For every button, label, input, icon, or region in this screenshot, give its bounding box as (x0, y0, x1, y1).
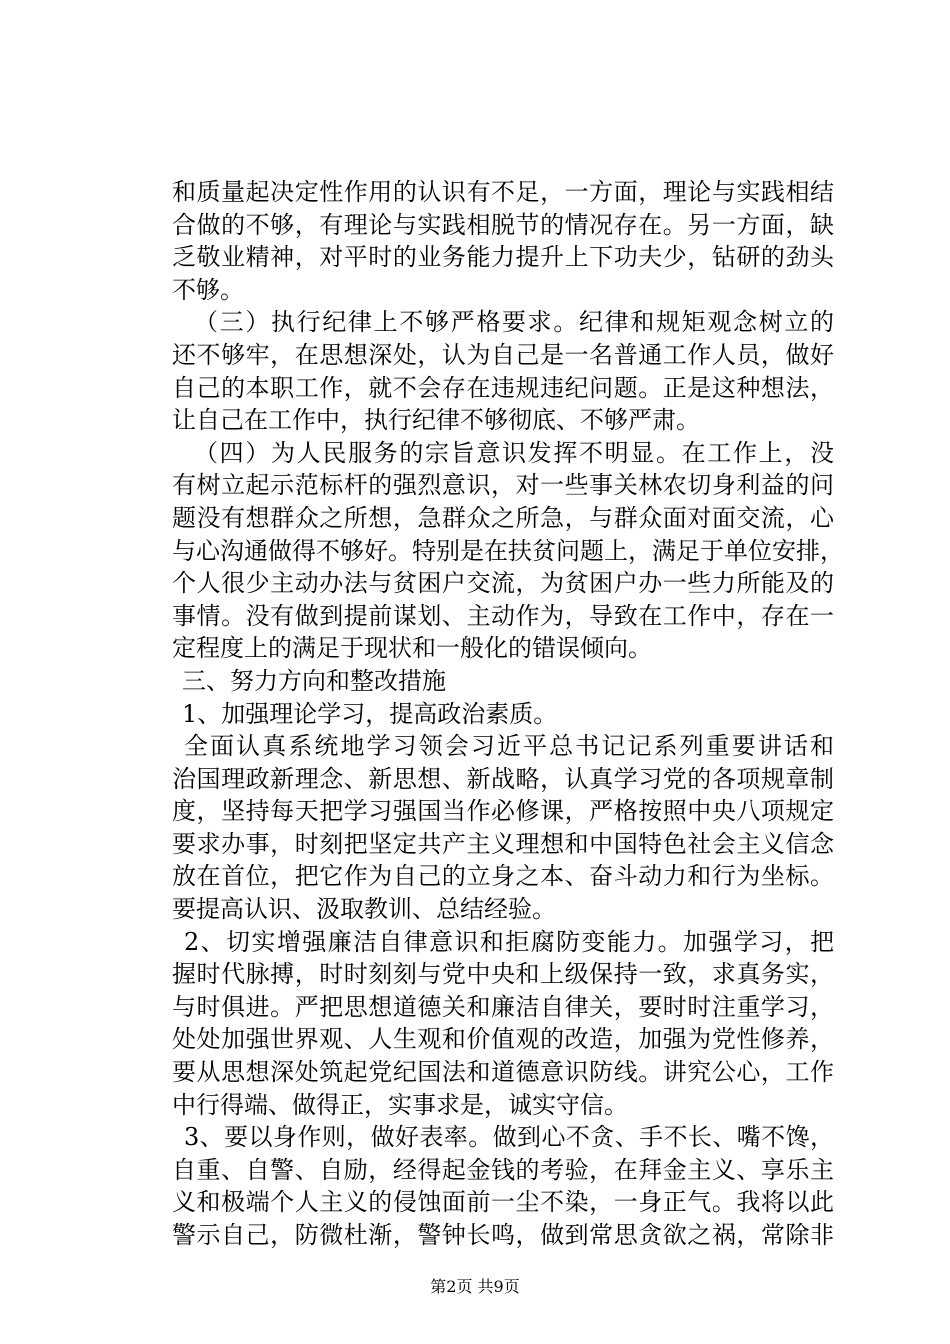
text-line: 处处加强世界观、人生观和价值观的改造，加强为党性修养， (172, 1025, 834, 1054)
text-line: 不够。 (172, 275, 244, 304)
text-line: 还不够牢，在思想深处，认为自己是一名普通工作人员，做好 (172, 340, 834, 369)
text-line: 与时俱进。严把思想道德关和廉洁自律关，要时时注重学习， (172, 992, 834, 1021)
text-line: 警示自己，防微杜渐，警钟长鸣，做到常思贪欲之祸，常除非 (172, 1221, 834, 1249)
text-line: 全面认真系统地学习领会习近平总书记记系列重要讲话和 (184, 732, 834, 761)
text-line: 乏敬业精神，对平时的业务能力提升上下功夫少，钻研的劲头 (172, 243, 834, 272)
section-heading-4: （四）为人民服务的宗旨意识发挥不明显。在工作上，没 (194, 438, 834, 467)
text-line: 中行得端、做得正，实事求是，诚实守信。 (172, 1090, 628, 1119)
section-heading-3: （三）执行纪律上不够严格要求。纪律和规矩观念树立的 (194, 308, 834, 337)
text-line: 要求办事，时刻把坚定共产主义理想和中国特色社会主义信念 (172, 829, 834, 858)
text-line: 定程度上的满足于现状和一般化的错误倾向。 (172, 634, 652, 663)
text-line: 合做的不够，有理论与实践相脱节的情况存在。另一方面，缺 (172, 210, 834, 239)
text-line: 自己的本职工作，就不会存在违规违纪问题。正是这种想法， (172, 373, 834, 402)
document-body (172, 176, 844, 1252)
page-number-label: 第2页 共9页 (430, 1277, 520, 1296)
text-line: 个人很少主动办法与贫困户交流，为贫困户办一些力所能及的 (172, 569, 834, 598)
page-footer (0, 1277, 950, 1297)
text-line: 和质量起决定性作用的认识有不足，一方面，理论与实践相结 (172, 178, 834, 206)
text-line: 事情。没有做到提前谋划、主动作为，导致在工作中，存在一 (172, 601, 834, 630)
subsection-title-1: 1、加强理论学习，提高政治素质。 (182, 699, 558, 728)
text-line: 要提高认识、汲取教训、总结经验。 (172, 895, 556, 924)
text-line: 有树立起示范标杆的强烈意识，对一些事关林农切身利益的问 (172, 471, 834, 500)
text-line: 要从思想深处筑起党纪国法和道德意识防线。讲究公心，工作 (172, 1058, 834, 1087)
text-line: 让自己在工作中，执行纪律不够彻底、不够严肃。 (172, 406, 700, 435)
text-line: 治国理政新理念、新思想、新战略，认真学习党的各项规章制 (172, 764, 834, 793)
text-line: 自重、自警、自励，经得起金钱的考验，在拜金主义、享乐主 (172, 1155, 834, 1184)
section-title: 三、努力方向和整改措施 (182, 666, 446, 695)
text-line: 放在首位，把它作为自己的立身之本、奋斗动力和行为坐标。 (172, 862, 834, 891)
subsection-title-2: 2、切实增强廉洁自律意识和拒腐防变能力。加强学习，把 (184, 927, 834, 956)
text-line: 与心沟通做得不够好。特别是在扶贫问题上，满足于单位安排， (172, 536, 844, 565)
subsection-title-3: 3、要以身作则，做好表率。做到心不贪、手不长、嘴不馋， (184, 1123, 834, 1152)
text-line: 义和极端个人主义的侵蚀面前一尘不染，一身正气。我将以此 (172, 1188, 834, 1217)
text-line: 题没有想群众之所想，急群众之所急，与群众面对面交流，心 (172, 503, 834, 532)
text-line: 握时代脉搏，时时刻刻与党中央和上级保持一致，求真务实， (172, 960, 834, 989)
text-line: 度，坚持每天把学习强国当作必修课，严格按照中央八项规定 (172, 797, 834, 826)
